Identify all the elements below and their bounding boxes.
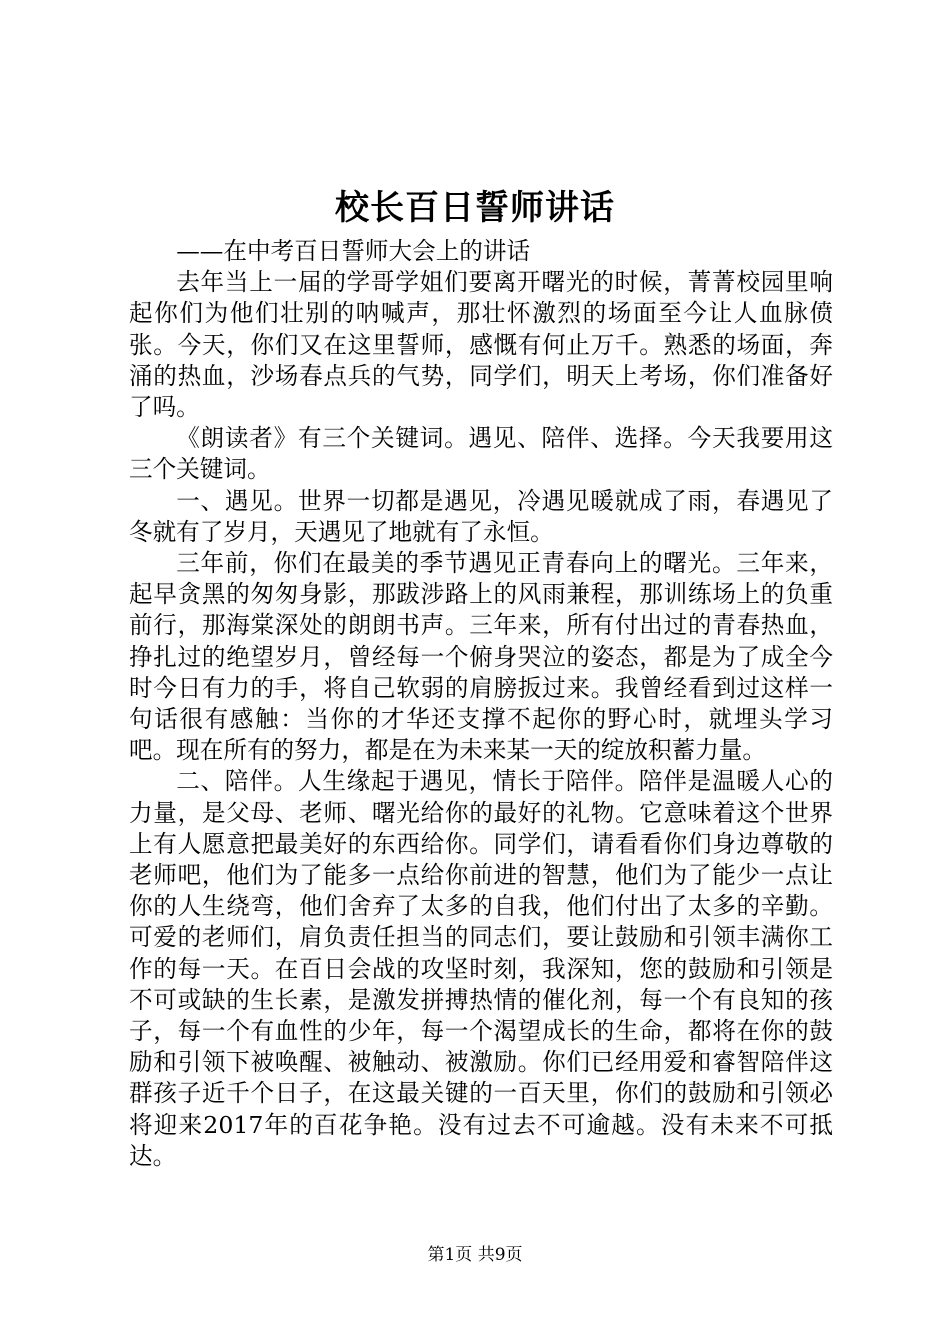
paragraph-1: 去年当上一届的学哥学姐们要离开曙光的时候，菁菁校园里响起你们为他们壮别的呐喊声，那壮怀激烈的场面至今让人血脉偾张。今天，你们又在这里誓师，感慨有何止万千。熟悉的场面，奔涌的热血，沙场春点兵的气势，同学们，明天上考场，你们准备好了吗。 xyxy=(129,268,833,422)
paragraph-2: 《朗读者》有三个关键词。遇见、陪伴、选择。今天我要用这三个关键词。 xyxy=(129,424,833,484)
paragraph-5: 二、陪伴。人生缘起于遇见，情长于陪伴。陪伴是温暖人心的力量，是父母、老师、曙光给你的最好的礼物。它意味着这个世界上有人愿意把最美好的东西给你。同学们，请看看你们身边尊敬的老师吧，他们为了能多一点给你前进的智慧，他们为了能少一点让你的人生绕弯，他们舍弃了太多的自我，他们付出了太多的辛勤。可爱的老师们，肩负责任担当的同志们，要让鼓励和引领丰满你工作的每一天。在百日会战的攻坚时刻，我深知，您的鼓励和引领是不可或缺的生长素，是激发拼搏热情的催化剂，每一个有良知的孩子，每一个有血性的少年，每一个渴望成长的生命，都将在你的鼓励和引领下被唤醒、被触动、被激励。你们已经用爱和睿智陪伴这群孩子近千个日子，在这最关键的一百天里，你们的鼓励和引领必将迎来2017年的百花争艳。没有过去不可逾越。没有未来不可抵达。 xyxy=(129,767,833,1170)
page-number-footer: 第1页 共9页 xyxy=(427,1245,523,1265)
paragraph-3: 一、遇见。世界一切都是遇见，冷遇见暖就成了雨，春遇见了冬就有了岁月，天遇见了地就有了永恒。 xyxy=(129,486,833,546)
document-subtitle: ——在中考百日誓师大会上的讲话 xyxy=(176,237,531,265)
document-title: 校长百日誓师讲话 xyxy=(335,188,615,228)
document-body xyxy=(129,236,833,1172)
paragraph-4: 三年前，你们在最美的季节遇见正青春向上的曙光。三年来，起早贪黑的匆匆身影，那跋涉路上的风雨兼程，那训练场上的负重前行，那海棠深处的朗朗书声。三年来，所有付出过的青春热血，挣扎过的绝望岁月，曾经每一个俯身哭泣的姿态，都是为了成全今时今日有力的手，将自己软弱的肩膀扳过来。我曾经看到过这样一句话很有感触：当你的才华还支撑不起你的野心时，就埋头学习吧。现在所有的努力，都是在为未来某一天的绽放积蓄力量。 xyxy=(129,549,833,765)
